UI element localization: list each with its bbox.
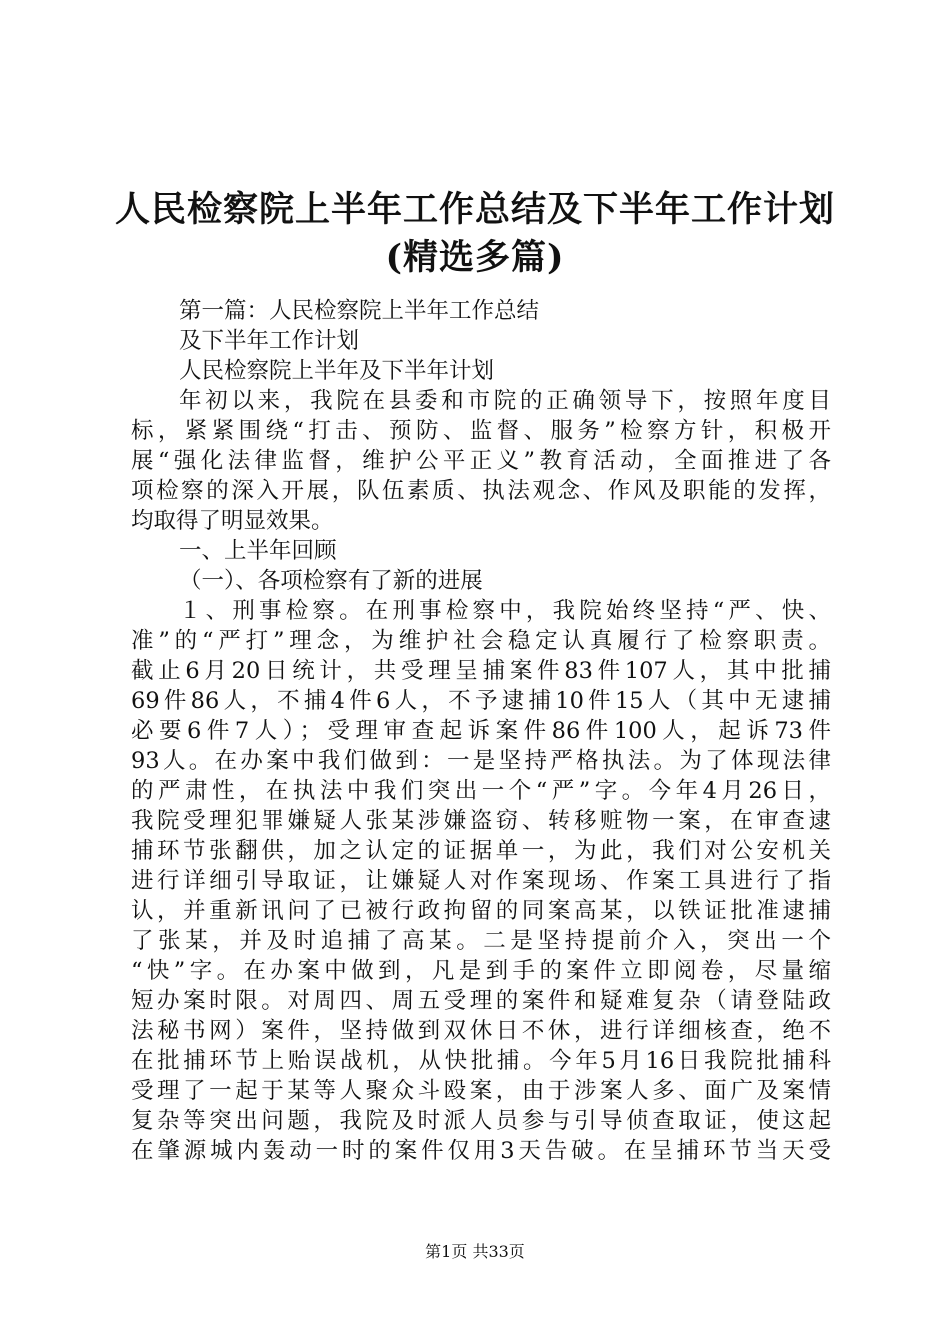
paragraph-line: 93人。在办案中我们做到：一是坚持严格执法。为了体现法律 <box>131 748 831 774</box>
paragraph-line: 展“强化法律监督，维护公平正义”教育活动，全面推进了各 <box>131 448 831 474</box>
paragraph-line: １、刑事检察。在刑事检察中，我院始终坚持“严、快、 <box>179 598 831 624</box>
subtitle-line: 人民检察院上半年及下半年计划 <box>179 358 495 384</box>
section-heading-part1: 第一篇：人民检察院上半年工作总结 <box>179 298 540 324</box>
paragraph-line: 项检察的深入开展，队伍素质、执法观念、作风及职能的发挥， <box>131 478 831 504</box>
document-title-line-1: 人民检察院上半年工作总结及下半年工作计划 <box>114 189 835 230</box>
section-heading: 一、上半年回顾 <box>179 538 337 564</box>
paragraph-line: 我院受理犯罪嫌疑人张某涉嫌盗窃、转移赃物一案，在审查逮 <box>131 808 831 834</box>
document-body <box>131 296 831 1166</box>
document-title-line-2: (精选多篇) <box>385 237 565 278</box>
paragraph-line: 均取得了明显效果。 <box>131 508 334 534</box>
paragraph-line: 短办案时限。对周四、周五受理的案件和疑难复杂（请登陆政 <box>131 988 831 1014</box>
paragraph-line: 准”的“严打”理念，为维护社会稳定认真履行了检察职责。 <box>131 628 831 654</box>
paragraph-line: 在批捕环节上贻误战机，从快批捕。今年5月16日我院批捕科 <box>131 1048 831 1074</box>
paragraph-line: 了张某，并及时追捕了高某。二是坚持提前介入，突出一个 <box>131 928 831 954</box>
paragraph-line: “快”字。在办案中做到，凡是到手的案件立即阅卷，尽量缩 <box>131 958 831 984</box>
paragraph-line: 在肇源城内轰动一时的案件仅用3天告破。在呈捕环节当天受 <box>131 1138 831 1164</box>
paragraph-line: 进行详细引导取证，让嫌疑人对作案现场、作案工具进行了指 <box>131 868 831 894</box>
paragraph-line: 69件86人，不捕4件6人，不予逮捕10件15人（其中无逮捕 <box>131 688 831 714</box>
paragraph-line: 截止6月20日统计，共受理呈捕案件83件107人，其中批捕 <box>131 658 831 684</box>
paragraph-line: 必要6件7人）；受理审查起诉案件86件100人，起诉73件 <box>131 718 831 744</box>
paragraph-line: 复杂等突出问题，我院及时派人员参与引导侦查取证，使这起 <box>131 1108 831 1134</box>
paragraph-line: 认，并重新讯问了已被行政拘留的同案高某，以铁证批准逮捕 <box>131 898 831 924</box>
paragraph-line: 标，紧紧围绕“打击、预防、监督、服务”检察方针，积极开 <box>131 418 831 444</box>
paragraph-line: 法秘书网）案件，坚持做到双休日不休，进行详细核查，绝不 <box>131 1018 831 1044</box>
section-heading-part2: 及下半年工作计划 <box>179 328 360 354</box>
paragraph-line: 年初以来，我院在县委和市院的正确领导下，按照年度目 <box>179 388 831 414</box>
subsection-heading: （一）、各项检察有了新的进展 <box>179 568 483 594</box>
paragraph-line: 受理了一起于某等人聚众斗殴案，由于涉案人多、面广及案情 <box>131 1078 831 1104</box>
paragraph-line: 捕环节张翻供，加之认定的证据单一，为此，我们对公安机关 <box>131 838 831 864</box>
paragraph-line: 的严肃性，在执法中我们突出一个“严”字。今年4月26日， <box>131 778 831 804</box>
page-footer: 第1页 共33页 <box>425 1242 525 1261</box>
